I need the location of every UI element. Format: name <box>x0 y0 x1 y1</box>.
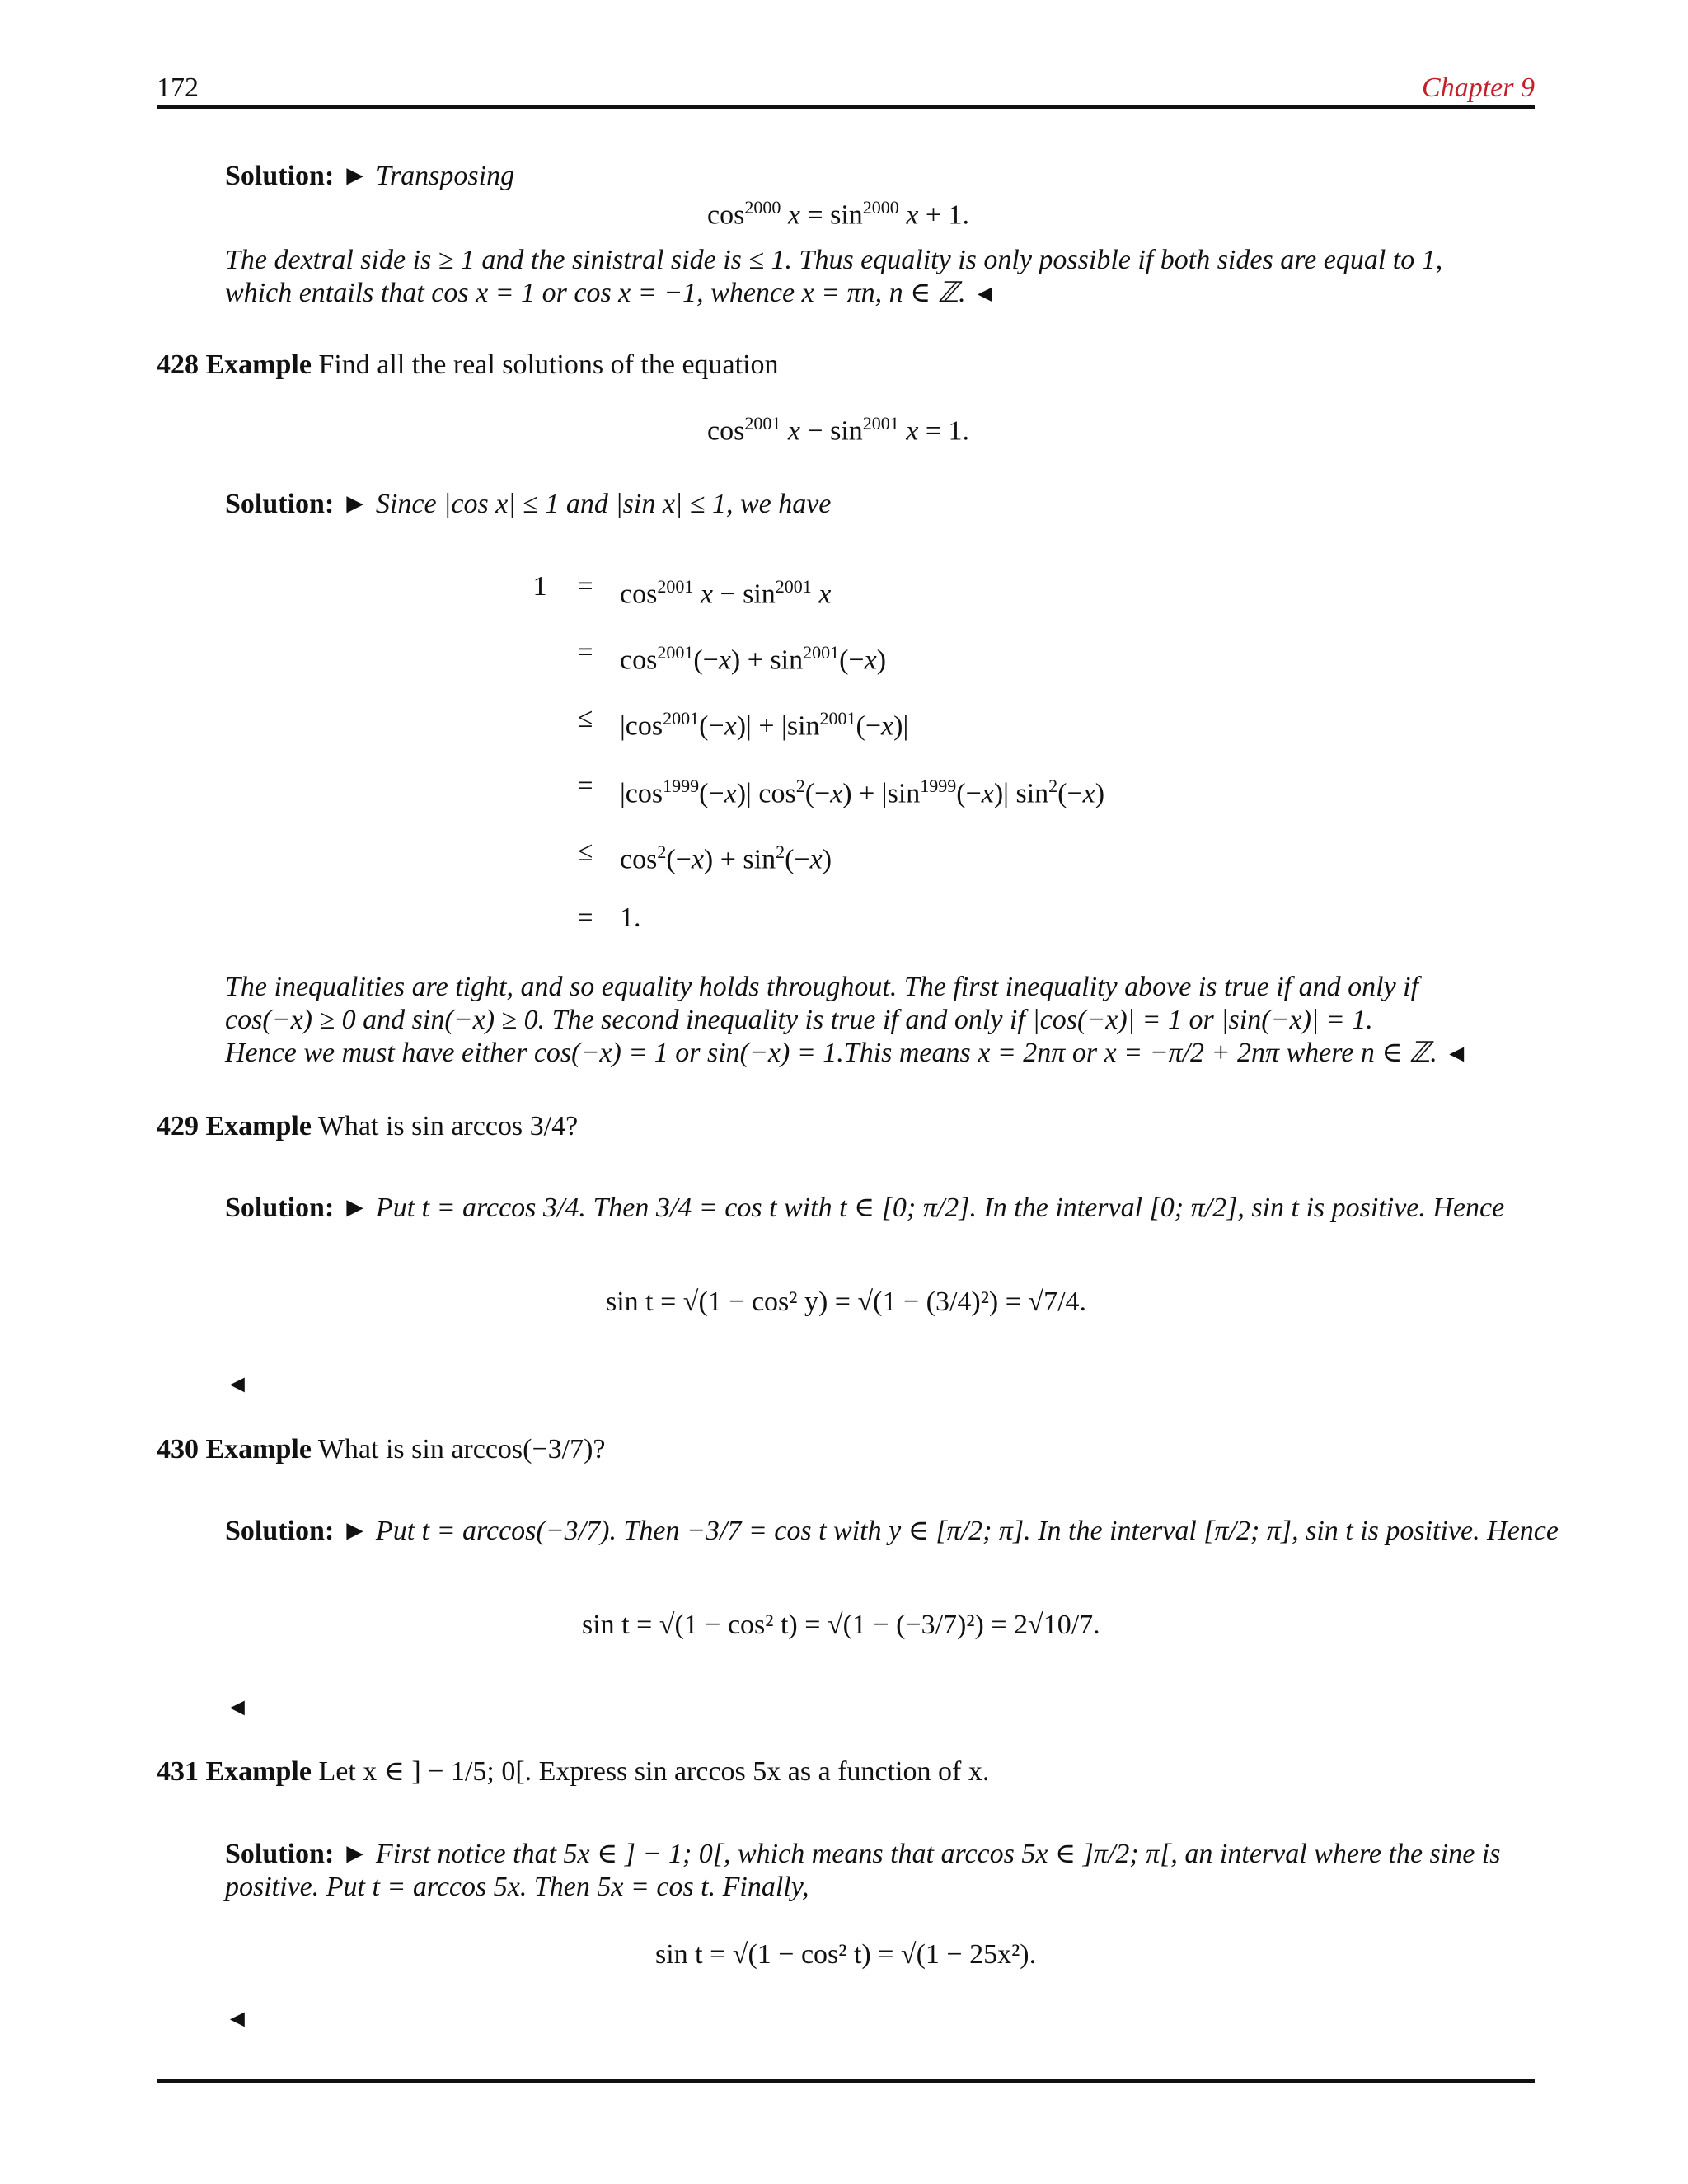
example-number: 428 <box>157 349 199 380</box>
end-marker-icon: ◄ <box>225 2005 250 2032</box>
ex428-para-line2: cos(−x) ≥ 0 and sin(−x) ≥ 0. The second inequality is true if and only if |cos(−x)| = 1 or |sin(−x)| = 1. <box>225 1005 1373 1035</box>
chain-rhs: $\cos^2(-x) + \sin^2(-x)$ <box>620 841 832 875</box>
example-statement: Let x ∈ ] − 1/5; 0[. Express sin arccos 5x as a function of x. <box>318 1756 990 1787</box>
example-label: Example <box>205 1111 312 1141</box>
solution-label: Solution: <box>225 1193 335 1223</box>
example-number: 431 <box>157 1756 199 1787</box>
solution-label: Solution: <box>225 489 335 519</box>
chain-rel: = <box>577 637 593 668</box>
ex428-equation: $\cos^{2001} x - \sin^{2001} x = 1$. <box>707 413 970 447</box>
solution-label: Solution: <box>225 1839 335 1869</box>
ex427-text-line1: The dextral side is ≥ 1 and the sinistral side is ≤ 1. Thus equality is only possible if both sides are equal to 1, <box>225 245 1443 275</box>
ex429-result: sin t = √(1 − cos² y) = √(1 − (3/4)²) = √7/4. <box>606 1286 1087 1317</box>
ex429-heading <box>157 1110 578 1143</box>
footer-rule <box>157 2079 1535 2083</box>
end-marker-icon: ◄ <box>1444 1040 1470 1067</box>
start-marker-icon: ► <box>340 1839 369 1869</box>
chain-rhs: $\cos^{2001}(-x) + \sin^{2001}(-x)$ <box>620 642 887 676</box>
ex431-result: sin t = √(1 − cos² t) = √(1 − 25x²). <box>655 1939 1037 1970</box>
solution-text: First notice that 5x ∈ ] − 1; 0[, which means that arccos 5x ∈ ]π/2; π[, an interval where the sine is <box>375 1839 1501 1869</box>
start-marker-icon: ► <box>340 1193 369 1223</box>
example-label: Example <box>205 349 312 380</box>
ex428-para-line3 <box>225 1037 1544 1071</box>
ex427-text-line2 <box>225 277 1544 311</box>
chain-rhs: 1. <box>620 902 641 933</box>
chain-rel: ≤ <box>577 703 593 733</box>
solution-text: Put t = arccos(−3/7). Then −3/7 = cos t with y ∈ [π/2; π]. In the interval [π/2; π], sin t is positive. Hence <box>375 1516 1559 1546</box>
chain-rhs: $\cos^{2001} x - \sin^{2001} x$ <box>620 576 832 610</box>
example-label: Example <box>205 1756 312 1787</box>
ex428-para-line3-body: Hence we must have either cos(−x) = 1 or sin(−x) = 1.This means x = 2nπ or x = −π/2 + 2nπ where n ∈ ℤ. <box>225 1038 1437 1068</box>
example-label: Example <box>205 1434 312 1465</box>
example-statement: What is sin arccos 3/4? <box>317 1111 579 1141</box>
ex430-result: sin t = √(1 − cos² t) = √(1 − (−3/7)²) = 2√10/7. <box>582 1610 1100 1640</box>
ex431-solution-line <box>225 1838 1501 1871</box>
ex428-heading <box>157 349 779 382</box>
chain-lhs: 1 <box>532 571 547 602</box>
ex427-text-line2-body: which entails that cos x = 1 or cos x = −1, whence x = πn, n ∈ ℤ. <box>225 278 966 308</box>
chain-rel: ≤ <box>577 837 593 867</box>
solution-text: Put t = arccos 3/4. Then 3/4 = cos t with t ∈ [0; π/2]. In the interval [0; π/2], sin t is positive. Hence <box>375 1193 1505 1223</box>
header-rule <box>157 105 1535 109</box>
solution-lead: Since |cos x| ≤ 1 and |sin x| ≤ 1, we have <box>375 489 832 519</box>
ex428-solution-line <box>225 488 831 521</box>
chain-rel: = <box>577 902 593 933</box>
chain-rel: = <box>577 571 593 602</box>
chain-rel: = <box>577 771 593 801</box>
start-marker-icon: ► <box>340 161 369 191</box>
solution-label: Solution: <box>225 1516 335 1546</box>
end-marker-icon: ◄ <box>973 280 997 307</box>
ex431-heading <box>157 1755 989 1788</box>
page-number: 172 <box>157 73 199 103</box>
example-statement: What is sin arccos(−3/7)? <box>317 1434 606 1465</box>
ex431-solution-line2: positive. Put t = arccos 5x. Then 5x = cos t. Finally, <box>225 1872 809 1902</box>
ex429-solution-line <box>225 1192 1504 1225</box>
solution-label: Solution: <box>225 161 335 191</box>
ex428-para-line1: The inequalities are tight, and so equality holds throughout. The first inequality above is true if and only if <box>225 972 1419 1002</box>
example-number: 430 <box>157 1434 199 1465</box>
example-statement: Find all the real solutions of the equation <box>318 349 779 380</box>
solution-lead: Transposing <box>375 161 515 191</box>
ex427-equation: $\cos^{2000} x = \sin^{2000} x + 1$. <box>707 197 970 231</box>
ex430-heading <box>157 1433 606 1466</box>
start-marker-icon: ► <box>340 489 369 519</box>
end-marker-icon: ◄ <box>225 1371 250 1398</box>
start-marker-icon: ► <box>340 1516 369 1546</box>
chapter-label: Chapter 9 <box>1422 73 1535 103</box>
ex430-solution-line <box>225 1515 1559 1548</box>
example-number: 429 <box>157 1111 199 1141</box>
chain-rhs: $|\cos^{1999}(-x)|$ $\cos^2(-x) + |\sin^{1999}(-x)|$ $\sin^2(-x)$ <box>620 776 1105 809</box>
chain-rhs: $|\cos^{2001}(-x)| + |\sin^{2001}(-x)|$ <box>620 708 909 742</box>
end-marker-icon: ◄ <box>225 1694 250 1721</box>
ex427-solution-line <box>225 160 514 193</box>
